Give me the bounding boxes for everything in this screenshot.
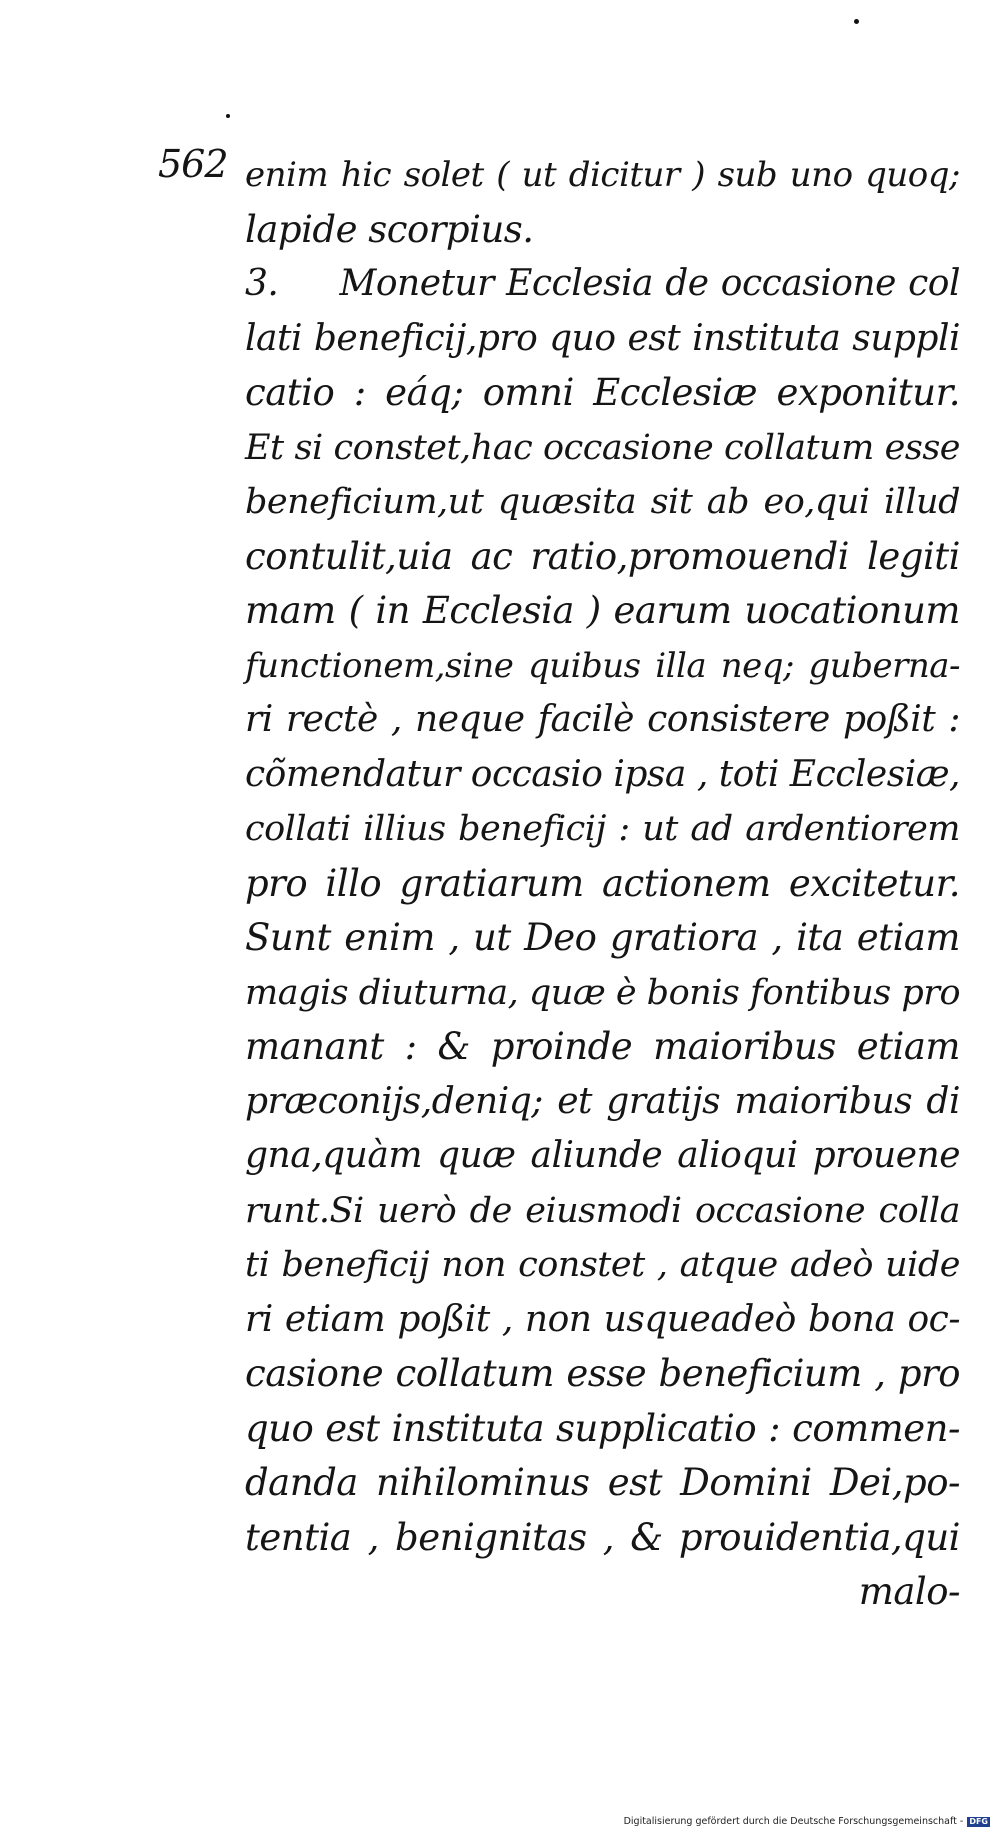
text-line: tentia , benignitas , & prouidentia,qui <box>245 1515 960 1559</box>
digitization-credit <box>624 1816 990 1827</box>
text-line: contulit,uia ac ratio,promouendi legiti <box>245 534 960 578</box>
text-line: pro illo gratiarum actionem excitetur. <box>245 861 960 905</box>
text-line: danda nihilominus est Domini Dei,po- <box>245 1461 960 1504</box>
text-line: Sunt enim , ut Deo gratiora , ita etiam <box>245 916 960 959</box>
text-line: ri etiam poßit , non usqueadeò bona oc- <box>245 1298 960 1340</box>
text-line: mam ( in Ecclesia ) earum uocationum <box>245 589 960 632</box>
text-line: manant : & proinde maioribus etiam <box>245 1025 960 1068</box>
dfg-logo: DFG <box>969 1816 988 1826</box>
page-number: 562 <box>158 142 228 186</box>
text-line: runt.Si uerò de eiusmodi occasione colla <box>245 1190 960 1231</box>
ink-speck <box>854 19 859 24</box>
text-line: lati beneficij,pro quo est instituta suppli <box>245 317 960 359</box>
text-line: casione collatum esse beneficium , pro <box>245 1352 960 1395</box>
text-line: collati illius beneficij : ut ad ardentiorem <box>245 809 960 849</box>
text-line: beneficium,ut quæsita sit ab eo,qui illud <box>245 482 960 522</box>
text-line: enim hic solet ( ut dicitur ) sub uno quoq; <box>245 155 960 195</box>
text-line: Et si constet,hac occasione collatum esse <box>245 427 960 468</box>
text-line: præconijs,deniq; et gratijs maioribus di <box>245 1080 960 1122</box>
text-line: lapide scorpius. <box>245 207 534 251</box>
text-line: functionem,sine quibus illa neq; guberna- <box>245 645 960 686</box>
text-line: catio : eáq; omni Ecclesiæ exponitur. <box>245 371 960 414</box>
text-line: quo est instituta supplicatio : commen- <box>245 1406 960 1450</box>
ink-speck <box>226 114 230 118</box>
text-line: gna,quàm quæ aliunde alioqui prouene <box>245 1135 960 1176</box>
text-line: 3. Monetur Ecclesia de occasione col <box>245 263 960 304</box>
text-line: ri rectè , neque facilè consistere poßit : <box>245 699 960 740</box>
text-line: ti beneficij non constet , atque adeò uide <box>245 1245 960 1285</box>
text-line: cõmendatur occasio ipsa , toti Ecclesiæ, <box>245 753 960 795</box>
catchword: malo- <box>858 1570 960 1613</box>
credit-text: Digitalisierung gefördert durch die Deutsche Forschungsgemeinschaft - <box>623 1816 964 1827</box>
text-line: magis diuturna, quæ è bonis fontibus pro <box>245 972 961 1013</box>
body-text <box>245 148 960 1620</box>
